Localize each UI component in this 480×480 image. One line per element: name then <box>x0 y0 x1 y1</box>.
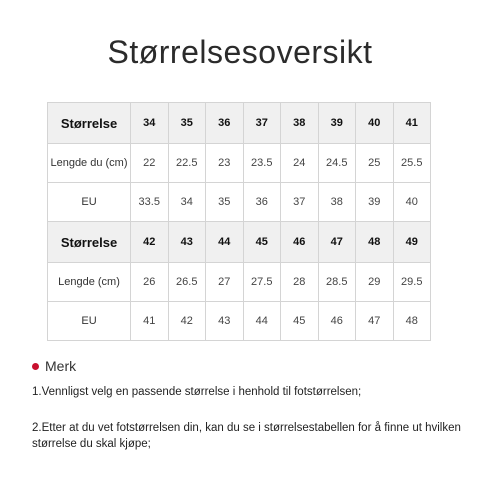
page-title: Størrelsesoversikt <box>107 34 373 70</box>
eu-cell: 35 <box>206 183 244 222</box>
size-chart-body <box>48 103 431 341</box>
length-cell: 27.5 <box>243 263 281 302</box>
bullet-dot-icon <box>32 363 39 370</box>
size-cell: 39 <box>318 103 356 144</box>
size-cell: 45 <box>243 222 281 263</box>
note-line-1: 1.Vennligst velg en passende størrelse i henhold til fotstørrelsen; <box>32 386 362 398</box>
length-cell: 29 <box>356 263 394 302</box>
size-cell: 44 <box>206 222 244 263</box>
note-line-2: 2.Etter at du vet fotstørrelsen din, kan du se i størrelsestabellen for å finne ut hvilken størrelse du skal kjøpe; <box>32 422 461 450</box>
size-header-row-label: Størrelse <box>48 222 131 263</box>
size-cell: 34 <box>131 103 169 144</box>
size-cell: 40 <box>356 103 394 144</box>
eu-cell: 44 <box>243 302 281 341</box>
eu-cell: 39 <box>356 183 394 222</box>
size-cell: 37 <box>243 103 281 144</box>
length-cell: 25 <box>356 144 394 183</box>
size-cell: 35 <box>168 103 206 144</box>
size-cell: 43 <box>168 222 206 263</box>
size-cell: 48 <box>356 222 394 263</box>
size-header-row <box>48 103 431 144</box>
eu-cell: 38 <box>318 183 356 222</box>
eu-cell: 42 <box>168 302 206 341</box>
size-chart-table <box>47 102 431 341</box>
note-title: Merk <box>45 358 77 374</box>
size-cell: 49 <box>393 222 431 263</box>
length-cell: 29.5 <box>393 263 431 302</box>
note-heading <box>32 358 472 374</box>
length-cell: 28 <box>281 263 319 302</box>
eu-cell: 37 <box>281 183 319 222</box>
eu-cell: 43 <box>206 302 244 341</box>
length-cell: 22.5 <box>168 144 206 183</box>
length-cell: 23.5 <box>243 144 281 183</box>
size-cell: 38 <box>281 103 319 144</box>
length-cell: 22 <box>131 144 169 183</box>
eu-row <box>48 183 431 222</box>
eu-cell: 34 <box>168 183 206 222</box>
size-cell: 36 <box>206 103 244 144</box>
eu-cell: 40 <box>393 183 431 222</box>
length-row <box>48 144 431 183</box>
size-header-row-label: Størrelse <box>48 103 131 144</box>
eu-cell: 45 <box>281 302 319 341</box>
note-section <box>32 358 472 452</box>
eu-row <box>48 302 431 341</box>
eu-cell: 36 <box>243 183 281 222</box>
length-cell: 24 <box>281 144 319 183</box>
eu-cell: 48 <box>393 302 431 341</box>
length-cell: 24.5 <box>318 144 356 183</box>
size-cell: 42 <box>131 222 169 263</box>
length-cell: 23 <box>206 144 244 183</box>
eu-cell: 47 <box>356 302 394 341</box>
eu-cell: 33.5 <box>131 183 169 222</box>
length-cell: 27 <box>206 263 244 302</box>
size-cell: 46 <box>281 222 319 263</box>
length-cell: 26 <box>131 263 169 302</box>
eu-row-label: EU <box>48 302 131 341</box>
length-cell: 25.5 <box>393 144 431 183</box>
length-row-label: Lengde du (cm) <box>48 144 131 183</box>
eu-cell: 46 <box>318 302 356 341</box>
size-cell: 47 <box>318 222 356 263</box>
length-row-label: Lengde (cm) <box>48 263 131 302</box>
eu-row-label: EU <box>48 183 131 222</box>
length-cell: 28.5 <box>318 263 356 302</box>
size-header-row <box>48 222 431 263</box>
size-cell: 41 <box>393 103 431 144</box>
length-cell: 26.5 <box>168 263 206 302</box>
length-row <box>48 263 431 302</box>
eu-cell: 41 <box>131 302 169 341</box>
